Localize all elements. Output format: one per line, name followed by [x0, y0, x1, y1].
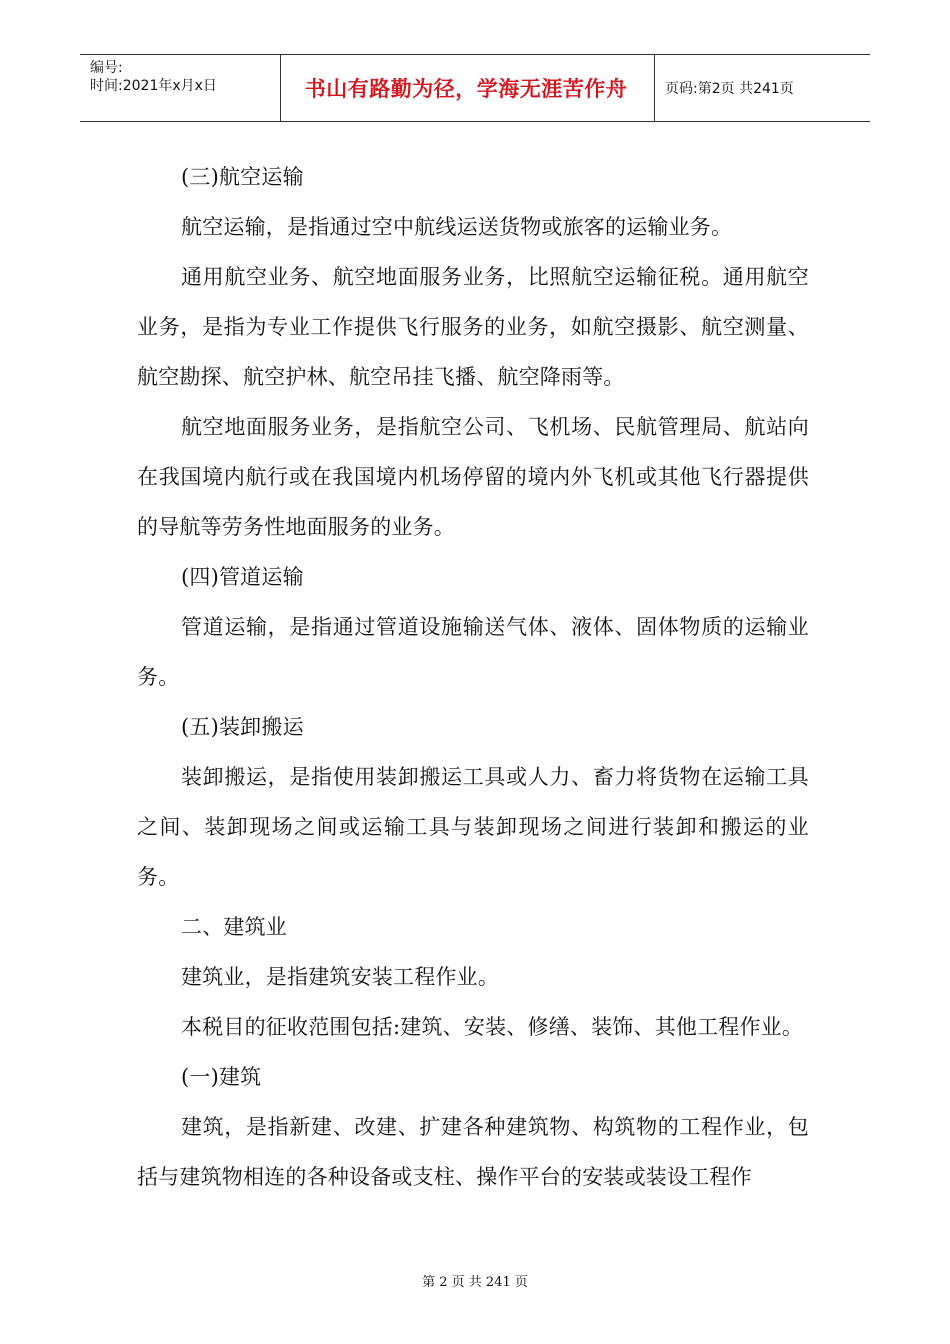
- paragraph: 航空地面服务业务，是指航空公司、飞机场、民航管理局、航站向在我国境内航行或在我国境内机场停留的境内外飞机或其他飞行器提供的导航等劳务性地面服务的业务。: [137, 415, 809, 539]
- paragraph: 建筑，是指新建、改建、扩建各种建筑物、构筑物的工程作业，包括与建筑物相连的各种设备或支柱、操作平台的安装或装设工程作: [137, 1115, 809, 1189]
- paragraph: 管道运输，是指通过管道设施输送气体、液体、固体物质的运输业务。: [137, 615, 809, 689]
- paragraph: 本税目的征收范围包括:建筑、安装、修缮、装饰、其他工程作业。: [181, 1015, 804, 1039]
- page-footer: 第 2 页 共 241 页: [422, 1275, 528, 1290]
- page-header: [80, 54, 870, 122]
- section-heading-aviation: (三)航空运输: [181, 165, 304, 189]
- paragraph: 通用航空业务、航空地面服务业务，比照航空运输征税。通用航空业务，是指为专业工作提供飞行服务的业务，如航空摄影、航空测量、航空勘探、航空护林、航空吊挂飞播、航空降雨等。: [137, 265, 809, 389]
- header-meta: [90, 59, 280, 95]
- paragraph: 装卸搬运，是指使用装卸搬运工具或人力、畜力将货物在运输工具之间、装卸现场之间或运输工具与装卸现场之间进行装卸和搬运的业务。: [137, 765, 809, 889]
- header-divider: [654, 55, 655, 121]
- document-time-label: 时间:2021年x月x日: [90, 78, 217, 94]
- paragraph: 航空运输，是指通过空中航线运送货物或旅客的运输业务。: [181, 215, 733, 239]
- paragraph: 建筑业，是指建筑安装工程作业。: [181, 965, 499, 989]
- section-heading-construction-industry: 二、建筑业: [181, 915, 287, 939]
- section-heading-building: (一)建筑: [181, 1065, 262, 1089]
- document-body: [137, 152, 809, 1202]
- header-motto: 书山有路勤为径，学海无涯苦作舟: [304, 77, 628, 101]
- header-page-info: 页码:第2页 共241页: [665, 81, 794, 97]
- section-heading-pipeline: (四)管道运输: [181, 565, 304, 589]
- document-number-label: 编号:: [90, 60, 123, 76]
- section-heading-loading: (五)装卸搬运: [181, 715, 304, 739]
